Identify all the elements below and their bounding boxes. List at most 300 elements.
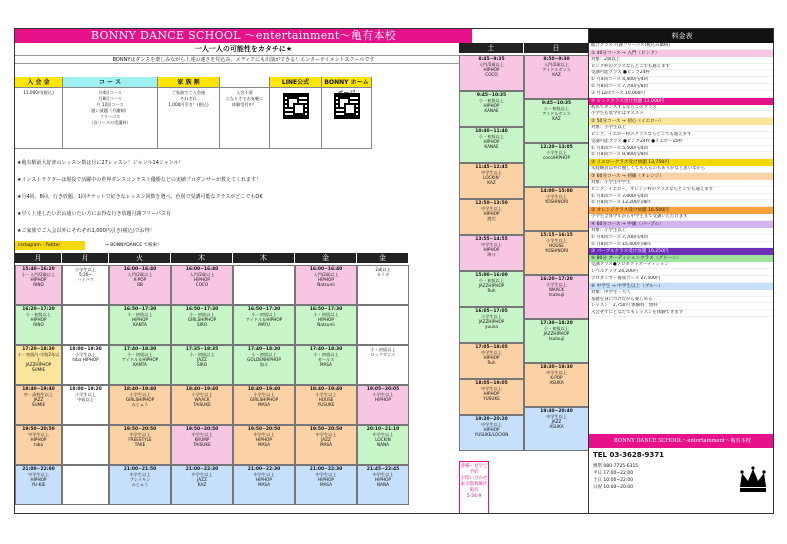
class-time: 16:00~16:40 (123, 267, 157, 272)
info-body (270, 88, 321, 124)
note-item: ★ご家族でご入会以外にそれぞれ1,000円引き(税込)でお得！ (17, 228, 155, 234)
weekday-schedule (15, 253, 472, 514)
class-time: 12:50~13:50 (475, 201, 508, 206)
class-line: COCO (485, 72, 498, 77)
class-cell[interactable] (62, 425, 109, 465)
class-time: 18:40~19:40 (123, 387, 157, 392)
contact-line: 平日 17:00~22:00 (593, 471, 634, 476)
class-line: アイドル＆HIPHOP (245, 317, 283, 322)
class-line: アイドル＆HIPHOP (121, 357, 159, 362)
info-line: 月 12回コース (96, 102, 124, 107)
day-header: 金 (357, 253, 409, 263)
info-col-2 (158, 77, 220, 149)
class-line: 小・初級以上 (543, 326, 570, 331)
class-cell[interactable] (524, 99, 589, 143)
class-line: HIPHOP (30, 317, 47, 322)
fee-line: ① 月4回コース 7,000円/4回 (589, 194, 774, 201)
class-time: 19:20~20:20 (475, 417, 508, 422)
instagram-bar (15, 241, 472, 250)
class-cell[interactable] (233, 345, 295, 385)
info-head: LINE公式 (270, 77, 321, 88)
class-time: 17:20~18:30 (22, 347, 55, 352)
class-line: 中学生以上 (481, 242, 502, 247)
class-line: 小・入門/2歳以上 (21, 272, 56, 277)
class-line: GOLDENHIPHOP (247, 357, 281, 362)
class-cell[interactable] (524, 55, 589, 99)
class-line: 小学生以上 (546, 194, 567, 199)
contact-line: 土日 10:00~22:00 (593, 478, 634, 483)
class-time: 17:05~18:05 (475, 345, 508, 350)
fee-line: 受講可能クラス ●ピンク24枠 ●イエロー15枠 (589, 139, 774, 146)
class-line: 入門/2歳以上 (127, 272, 153, 277)
class-cell[interactable] (62, 345, 109, 385)
class-line: HIPHOP (483, 247, 500, 252)
class-time: 18:00~19:30 (69, 347, 102, 352)
class-cell[interactable] (109, 425, 171, 465)
fee-line: ピンク、イエロー枠のクラスならどこでも通えます (589, 132, 774, 139)
fee-line: ② 月8回コース 15,400円/8回 (589, 242, 774, 249)
class-line: NANA (377, 482, 389, 487)
class-cell[interactable] (524, 363, 589, 407)
class-line: KANAE (484, 108, 499, 113)
class-cell[interactable] (15, 425, 62, 465)
class-time: 12:20~13:05 (540, 145, 573, 150)
class-line: 小・初級以上 (478, 134, 505, 139)
info-col-0 (15, 77, 63, 149)
class-line: HIPHOP (132, 317, 148, 322)
school-title: BONNY DANCE SCHOOL ～entertainment～亀有本校 (15, 29, 472, 43)
class-line: 入門/2歳以上 (543, 62, 569, 67)
class-time: 21:00~22:30 (247, 467, 281, 472)
class-line: ASUKA (549, 424, 564, 429)
class-line: 小・初級以上 (313, 312, 339, 317)
class-line: Natsumi (317, 282, 335, 287)
info-line: 1,000円引き！(税込) (168, 102, 209, 107)
class-line: WAACK (548, 287, 565, 292)
fee-line: ① 月4回コース 4,400円/4回 (589, 77, 774, 84)
class-time: 17:40~18:30 (247, 347, 281, 352)
class-line: Ruh (487, 360, 496, 365)
fee-line: 未経験者以外に優しくても入るのもありかなと思いながら (589, 166, 774, 173)
class-line: LOCKIN (375, 437, 391, 442)
class-cell[interactable] (524, 143, 589, 187)
day-header: 金 (295, 253, 357, 263)
class-cell[interactable] (459, 379, 524, 415)
class-line: 中学生以上 (191, 472, 213, 477)
class-line: HOUSE (549, 243, 564, 248)
class-line: 中学生以上 (481, 206, 502, 211)
class-line: HIPHOP (30, 277, 47, 282)
class-line: GIRLSHIPHOP (249, 397, 279, 402)
class-line: HIPHOP (375, 477, 391, 482)
note-item: ★インストラクターは現役で活躍中の世界ダンスコンテスト優勝などの実績プロダンサーが教えてくれます！ (17, 177, 261, 183)
info-body (63, 88, 157, 128)
class-line: HIPHOP (483, 355, 500, 360)
class-line: MAYU (258, 322, 270, 327)
class-line: HIPHOP (483, 391, 500, 396)
class-line: MASA (319, 362, 333, 367)
class-line: MASA (257, 402, 271, 407)
day-header: 木 (233, 253, 295, 263)
class-line: YOSHINORI (544, 248, 569, 253)
class-cell[interactable] (171, 385, 233, 425)
class-line: 中学生以上 (28, 432, 49, 437)
info-line: 体験受付中！ (231, 102, 258, 107)
qr-code[interactable] (334, 93, 360, 119)
class-time: 15:15~16:15 (540, 233, 573, 238)
fee-line: ① 月4回コース 5,500円/4回 (589, 146, 774, 153)
class-cell[interactable] (459, 91, 524, 127)
class-line: HIPHOP (483, 139, 500, 144)
info-line: ご家族でご入会後 (171, 90, 206, 95)
class-cell[interactable] (295, 425, 357, 465)
class-time: 9:45~10:35 (541, 101, 572, 106)
class-cell[interactable] (524, 407, 589, 451)
class-line: 中学生以上 (481, 386, 502, 391)
class-time: 19:50~20:50 (309, 427, 343, 432)
class-line: みじゅう (131, 482, 149, 487)
class-line: KAZ (552, 116, 561, 121)
fee-panel (588, 29, 774, 514)
class-line: 5:20~ (79, 272, 92, 277)
class-cell[interactable] (109, 305, 171, 345)
class-cell[interactable] (109, 345, 171, 385)
instagram-label[interactable]: instagram・Twitter (15, 241, 85, 250)
class-line: HIPHOP (318, 317, 334, 322)
class-cell[interactable] (171, 425, 233, 465)
contact-hours (593, 463, 713, 491)
class-time: 16:05~17:05 (475, 309, 508, 314)
class-line: 小・初級以上 (189, 352, 215, 357)
contact-info (589, 449, 774, 514)
class-line: KANTA (133, 322, 147, 327)
note-item: ★亀有駅前大好評のレッスン数は月に27レッスン！ジャンル14ジャンル！ (17, 160, 184, 166)
class-line: FREESTYLE (128, 437, 152, 442)
class-line: MASA (257, 482, 271, 487)
class-line: 中学生以上 (253, 432, 275, 437)
class-time: 16:00~16:40 (185, 267, 219, 272)
class-cell[interactable] (109, 385, 171, 425)
class-time: 18:40~19:40 (22, 387, 55, 392)
class-line: KAZ (487, 180, 496, 185)
contact-banner: BONNY DANCE SCHOOL～entertainment～亀有本校 (589, 434, 774, 448)
fee-line: レベルアップ 24,200円 (589, 269, 774, 276)
class-line: KAZ (197, 482, 207, 487)
class-time: 16:20~17:20 (22, 307, 55, 312)
info-head: 入 会 金 (15, 77, 62, 88)
inquiry-line: 各種・見学ご予約 (460, 464, 488, 475)
class-cell[interactable] (62, 265, 109, 305)
class-cell[interactable] (524, 319, 589, 363)
class-line: 中級以上 (77, 397, 94, 402)
class-line: 小学生以上 (253, 392, 275, 397)
class-time: 18:30~19:30 (540, 365, 573, 370)
info-col-3 (220, 77, 270, 149)
class-line: 中・高校生以上 (23, 392, 54, 397)
info-line: 月4回コース (98, 90, 122, 95)
phone-number[interactable]: TEL 03-3628-9371 (593, 451, 664, 459)
class-cell[interactable] (459, 163, 524, 199)
crown-icon (736, 463, 770, 497)
class-line: 小・初級以上 (370, 347, 396, 352)
class-time: 17:40~18:30 (309, 347, 343, 352)
fee-line: ② 月8回コース 9,900円/8回 (589, 152, 774, 159)
class-line: KANAE (484, 144, 499, 149)
class-line: YU-KIE (31, 482, 46, 487)
fee-list (589, 43, 774, 317)
class-line: JAZZ (33, 397, 44, 402)
contact-line: 日祝 10:00~20:00 (593, 485, 634, 490)
class-cell[interactable] (233, 385, 295, 425)
class-line: HIPHOP (483, 103, 500, 108)
fee-line: 対象：小学生中学生 (589, 180, 774, 187)
class-line: 小・初級以上 (251, 312, 277, 317)
class-cell[interactable] (233, 425, 295, 465)
inquiry-line: 5-34-9 (466, 494, 482, 499)
fee-line: 基礎を身につけながら楽しめる (589, 297, 774, 304)
class-cell[interactable] (15, 385, 62, 425)
class-line: BB (137, 282, 143, 287)
class-cell[interactable] (357, 385, 409, 425)
info-line: （各コースの受講料） (89, 120, 131, 125)
fee-line: 入会せずにどなたでもレッスンを体験できます (589, 310, 774, 317)
day-header: 土 (459, 43, 524, 53)
class-line: HIPHOP (318, 277, 334, 282)
class-time: 20:10~21:10 (366, 427, 400, 432)
info-head: BONNY ホーム (322, 77, 371, 88)
class-line: MASA (319, 482, 333, 487)
fee-line: ② 50分コース → 初心（イエロー） (589, 118, 774, 125)
class-line: ブレイキン (129, 477, 151, 482)
class-cell[interactable] (524, 187, 589, 231)
class-cell[interactable] (459, 271, 524, 307)
class-line: GIRLSHIPHOP (125, 397, 155, 402)
class-line: 中学生以上 (481, 422, 502, 427)
class-line: 中学生以上 (253, 472, 275, 477)
fee-line: ③ 60分コース → 初級（オレンジ） (589, 173, 774, 180)
class-cell[interactable] (459, 199, 524, 235)
class-time: 17:40~18:30 (123, 347, 157, 352)
class-line: 小・初級以上 (478, 98, 505, 103)
fee-line: ② 月8回コース 7,700円/8回 (589, 84, 774, 91)
fee-line: 受講クラス●プロダクトオーディション (589, 262, 774, 269)
class-line: 入門/2歳以上 (189, 272, 215, 277)
class-line: 小・初級以上 (25, 312, 52, 317)
class-line: MASA (257, 442, 271, 447)
class-cell[interactable] (459, 307, 524, 343)
class-line: hiba HIPHOP (72, 357, 99, 362)
class-cell[interactable] (295, 305, 357, 345)
class-line: MASA (319, 442, 333, 447)
class-time: 19:40~20:40 (540, 409, 573, 414)
class-time: 21:45~22:45 (366, 467, 400, 472)
tagline: 一人一人の可能性をカタチに★ (194, 45, 293, 53)
class-line: JAZZHIPHOP (478, 319, 505, 324)
fee-line: 対象：小学生以上 (589, 125, 774, 132)
class-line: 小学生以上 (315, 392, 337, 397)
search-hint: → BONNYDANCE で検索！ (105, 243, 162, 248)
class-line: 海斗 (259, 362, 269, 367)
info-col-4 (270, 77, 322, 149)
class-cell[interactable] (171, 265, 233, 305)
class-line: 小・初級以上 (127, 352, 153, 357)
fee-line: ピンク枠のクラスならどこでも通えます (589, 64, 774, 71)
class-cell[interactable] (233, 305, 295, 345)
class-line: WAACK (194, 397, 210, 402)
class-cell[interactable] (15, 465, 62, 505)
class-line: hiba (33, 442, 44, 447)
class-cell[interactable] (357, 465, 409, 505)
class-line: YUSUKE (483, 396, 500, 401)
class-cell[interactable] (295, 265, 357, 305)
inquiry-line: 東京都葛飾区亀有 (460, 482, 488, 493)
class-line: HIPHOP (483, 211, 500, 216)
fee-line: ⑥ 中学生 → 中学生以上（ブルー） (589, 283, 774, 290)
note-item: ★早く上達したい沢山通いたい方にお得な行き放題月謝フリーパス有 (17, 211, 172, 217)
class-line: JAZZ (321, 437, 331, 442)
class-line: 渡辺 (487, 216, 496, 221)
fee-line: ① 40分コース → 入門（ピンク） (589, 50, 774, 57)
class-time: 21:00~21:50 (123, 467, 157, 472)
info-col-1 (63, 77, 158, 149)
inquiry-line: お問い合わせ (460, 476, 488, 481)
class-cell[interactable] (15, 305, 62, 345)
fee-line: ③ イエロークラス受け放題 13,750円 (589, 159, 774, 166)
inquiry-box[interactable] (459, 461, 489, 514)
day-header: 日 (524, 43, 589, 53)
fee-line: ③ 月12回コース 10,000円 (589, 91, 774, 98)
fee-line: 対象：中学生・大人 (589, 290, 774, 297)
notes-list (17, 155, 457, 240)
class-cell[interactable] (15, 265, 62, 305)
class-line: 中学生以上 (481, 350, 502, 355)
class-line: JAZZ (197, 477, 207, 482)
day-header: 木 (171, 253, 233, 263)
class-line: アイドルダンス (542, 67, 571, 72)
class-cell[interactable] (459, 235, 524, 271)
class-line: SIRO (196, 322, 208, 327)
class-time: 16:50~17:30 (247, 307, 281, 312)
class-line: ハイバク (77, 277, 94, 282)
class-time: 19:50~20:50 (247, 427, 281, 432)
info-line: 通い放題（月謝制） (91, 108, 129, 113)
class-line: JAZZHIPHOP (478, 283, 505, 288)
fee-line: 対象：小学生以上 (589, 228, 774, 235)
class-time: 13:55~14:55 (475, 237, 508, 242)
class-cell[interactable] (357, 345, 409, 385)
class-cell[interactable] (459, 415, 524, 451)
class-line: 小学生以上 (372, 392, 394, 397)
fee-line: ③ オレンジクラス受け放題 16,500円 (589, 207, 774, 214)
class-cell[interactable] (357, 425, 409, 465)
page (14, 28, 774, 514)
class-line: tsutsuji (548, 292, 565, 297)
class-time: 19:50~20:50 (123, 427, 157, 432)
class-line: K-POP (550, 375, 563, 380)
class-line: HIPHOP (194, 277, 210, 282)
class-line: SUMIE (31, 367, 46, 372)
class-line: ガールズ (317, 357, 335, 362)
class-cell[interactable] (295, 345, 357, 385)
fee-line: ⑤ 80分 オーディションクラス（グリーン） (589, 255, 774, 262)
class-line: tsutsuji (548, 336, 565, 341)
class-cell[interactable] (62, 385, 109, 425)
class-line: YUSUKE (317, 402, 335, 407)
info-head (220, 77, 269, 88)
class-line: 小学生以上 (75, 392, 96, 397)
class-line: 小学生以上 (75, 352, 96, 357)
class-line: 小学生以上 (481, 314, 502, 319)
class-line: TAKE (134, 442, 146, 447)
class-cell[interactable] (459, 55, 524, 91)
info-line: となりそでお気軽に (225, 96, 264, 101)
contact-line: 携帯 080-7725-6315 (593, 464, 639, 469)
class-time: 18:00~19:20 (69, 387, 102, 392)
class-cell[interactable] (233, 465, 295, 505)
class-line: 2歳以上 (375, 267, 391, 272)
class-time: 16:00~16:40 (309, 267, 343, 272)
info-body (322, 88, 371, 124)
class-cell[interactable] (171, 305, 233, 345)
info-head: コ ー ス (63, 77, 157, 88)
class-line: KANTA (133, 362, 147, 367)
class-cell[interactable] (295, 385, 357, 425)
class-time: 16:20~17:20 (540, 277, 573, 282)
fee-line: ④ 60分コース → 中級（パープル） (589, 221, 774, 228)
class-cell[interactable] (109, 465, 171, 505)
class-time: 21:00~22:00 (22, 467, 55, 472)
class-cell[interactable] (15, 345, 62, 385)
class-cell[interactable] (109, 265, 171, 305)
weekend-schedule (459, 29, 599, 514)
class-line: 小学生以上 (191, 392, 213, 397)
class-cell[interactable] (233, 265, 295, 305)
class-time: 15:00~16:00 (475, 273, 508, 278)
class-line: 小・初級以上 (251, 352, 277, 357)
class-line: K-POP (133, 277, 147, 282)
class-line: RINO (33, 322, 44, 327)
class-cell[interactable] (357, 305, 409, 345)
class-cell[interactable] (524, 275, 589, 319)
class-line: HIPHOP (256, 437, 272, 442)
class-line: COCO (195, 282, 209, 287)
class-line: RINO (33, 282, 44, 287)
class-line: coco/HIPHOP (542, 155, 571, 160)
class-cell[interactable] (524, 231, 589, 275)
class-line: 小・初級以上 (189, 312, 215, 317)
class-line: yuuna (484, 324, 498, 329)
class-line: 小・初級/小学校2年以上 (17, 352, 60, 362)
class-line: SIRO (196, 362, 208, 367)
class-cell[interactable] (295, 465, 357, 505)
class-line: JAZZHIPHOP (543, 331, 570, 336)
class-cell[interactable] (459, 343, 524, 379)
fee-line: 受講可能クラス ●ピンク24枠 (589, 70, 774, 77)
class-cell[interactable] (62, 465, 109, 505)
class-line: Natsumi (317, 322, 335, 327)
class-cell[interactable] (171, 345, 233, 385)
class-cell[interactable] (459, 127, 524, 163)
class-time: 18:40~19:40 (309, 387, 343, 392)
class-line: 中学生以上 (481, 170, 502, 175)
qr-code[interactable] (283, 93, 309, 119)
class-time: 16:50~17:30 (309, 307, 343, 312)
class-cell[interactable] (357, 265, 409, 305)
class-cell[interactable] (171, 465, 233, 505)
class-line: KRUMP (194, 437, 210, 442)
class-line: 中学生以上 (372, 472, 394, 477)
class-cell[interactable] (62, 305, 109, 345)
